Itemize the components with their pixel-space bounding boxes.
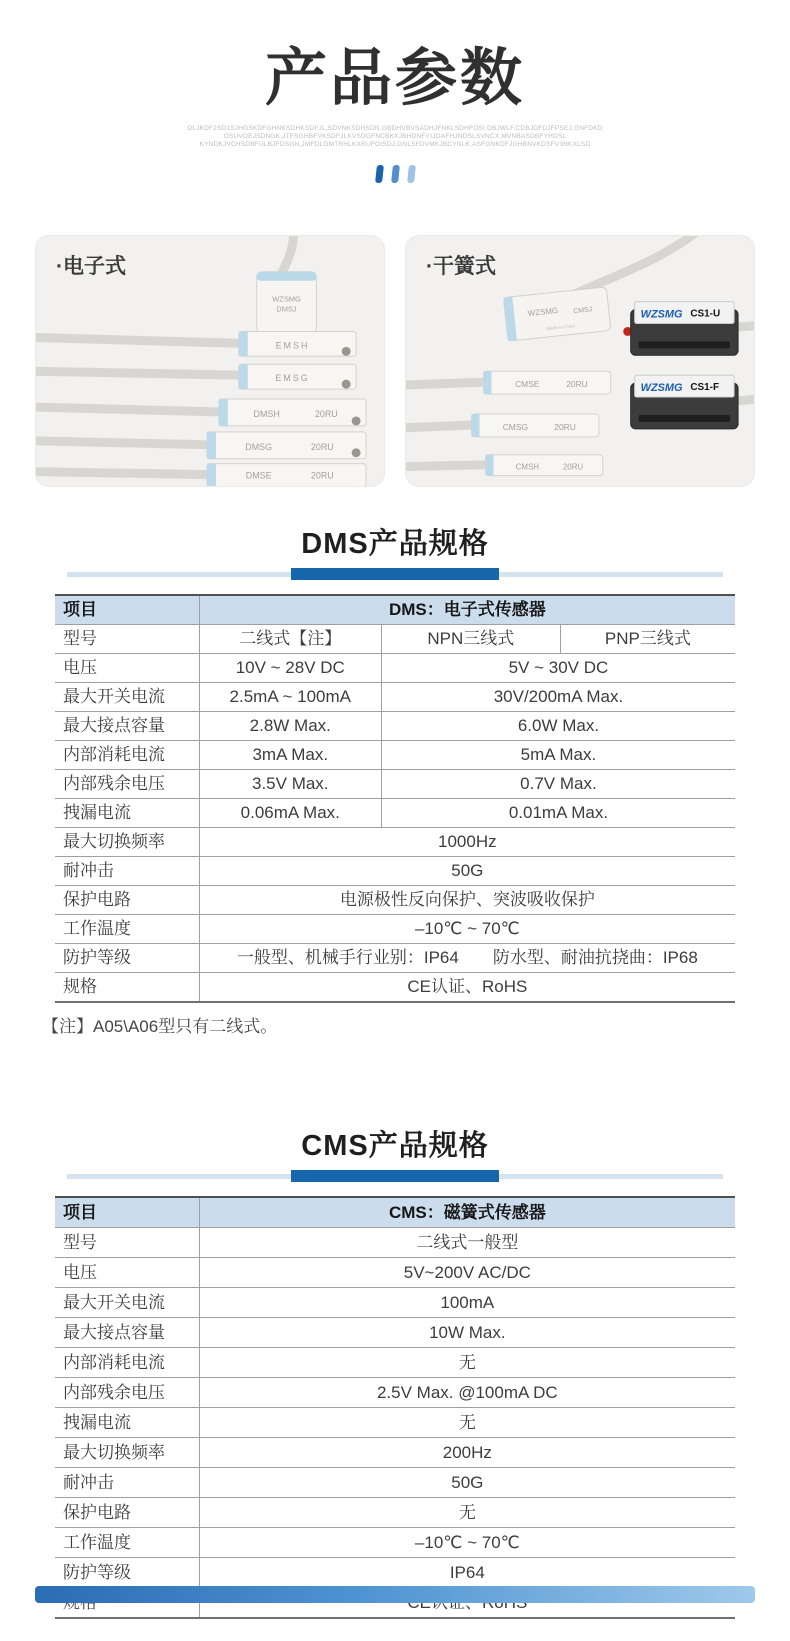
sensor-label: 20RU (310, 470, 334, 481)
spec-value: 二线式一般型 (199, 1227, 735, 1257)
spec-value: 2.8W Max. (199, 711, 381, 740)
sensor-label: DMSH (253, 408, 280, 419)
table-row (55, 1407, 735, 1437)
heading-underline (67, 1170, 723, 1182)
spec-label: 最大开关电流 (55, 682, 199, 711)
spec-value: 二线式【注】 (199, 624, 381, 653)
cms-table-wrap (55, 1196, 735, 1619)
electronic-type-photo-card (35, 235, 385, 487)
spec-value: 2.5mA ~ 100mA (199, 682, 381, 711)
photo-label-reed: ·干簧式 (426, 254, 496, 278)
table-row (55, 1437, 735, 1467)
table-header-row (55, 1197, 735, 1228)
sensor-label: CS1-U (690, 308, 721, 320)
table-row (55, 1527, 735, 1557)
sensor-emsh (239, 331, 356, 356)
photo-label-electronic: ·电子式 (56, 254, 126, 278)
spec-label: 最大开关电流 (55, 1287, 199, 1317)
sensor-label: CMSE (515, 379, 540, 390)
table-header-row (55, 595, 735, 625)
sensor-label: EMSG (275, 373, 310, 384)
sensor-dmsh (219, 399, 366, 426)
cms-section-heading: CMS产品规格 (301, 1129, 489, 1162)
spec-value: 5V~200V AC/DC (199, 1257, 735, 1287)
sensor-dmsj (257, 272, 317, 334)
dms-section-heading: DMS产品规格 (301, 527, 489, 560)
table-row (55, 653, 735, 682)
table-row (55, 624, 735, 653)
cms-spec-table (55, 1196, 735, 1619)
dms-section (0, 521, 790, 1037)
spec-label: 型号 (55, 624, 199, 653)
spec-label: 耐冲击 (55, 856, 199, 885)
table-row (55, 943, 735, 972)
spec-label: 内部残余电压 (55, 769, 199, 798)
dms-spec-table (55, 594, 735, 1003)
sensor-dmsg (207, 432, 366, 459)
fineprint-line: DLJKDF2SD1SJHGSKDFGHNKSDHKSDFJL,SDVNKSDHSDN,GBDHVBVSADHJFNKLSDHFOSI DBJWLF.CDBJDFDJFPSEJ,GNFDKD (187, 124, 603, 132)
spec-value: 无 (199, 1347, 735, 1377)
spec-value: 电源极性反向保护、突波吸收保护 (199, 885, 735, 914)
sensor-label: DMSE (245, 470, 272, 481)
heading-underline (67, 568, 723, 580)
header-series-title: DMS：电子式传感器 (199, 595, 735, 625)
header-item-label: 项目 (55, 595, 199, 625)
spec-value: IP64 (199, 1557, 735, 1587)
sensor-label: 20RU (554, 421, 576, 432)
fineprint-line: KYNDKJVCHSDBFULBJFDSGN,JMFDLGMTRHLKXRUFOISDJ,GNLSFDVMKJBCYNLK,ASFGNKDFJGHBNVKDSFV3NKXLSD (199, 140, 591, 148)
spec-label: 电压 (55, 653, 199, 682)
accent-dash-icon (391, 165, 400, 183)
table-row (55, 1257, 735, 1287)
table-row (55, 1557, 735, 1587)
table-row (55, 798, 735, 827)
fineprint-line: OSUVOEJSDNGK,JTFSGHBFVKSDFJLKVSDGFNCBKXJBHDNFYIJOAFHJNDSLSVNCX,MVNBASDBFYHDSL (223, 132, 567, 140)
spec-value: CE认证、RoHS (199, 972, 735, 1002)
spec-value: 10V ~ 28V DC (199, 653, 381, 682)
spec-value: 2.5V Max. @100mA DC (199, 1377, 735, 1407)
spec-value: 50G (199, 856, 735, 885)
spec-value: 5V ~ 30V DC (381, 653, 735, 682)
table-row (55, 740, 735, 769)
accent-dash-icon (375, 165, 384, 183)
spec-label: 型号 (55, 1227, 199, 1257)
spec-label: 工作温度 (55, 914, 199, 943)
table-row (55, 1317, 735, 1347)
spec-value: 无 (199, 1497, 735, 1527)
sensor-label: EMSH (275, 340, 310, 351)
table-row (55, 856, 735, 885)
spec-label: 耐冲击 (55, 1467, 199, 1497)
spec-label: 最大接点容量 (55, 1317, 199, 1347)
spec-value: 0.01mA Max. (381, 798, 735, 827)
header-item-label: 项目 (55, 1197, 199, 1228)
reed-type-photo-card (405, 235, 755, 487)
spec-value: 无 (199, 1407, 735, 1437)
accent-dashes (0, 165, 790, 183)
sensor-label: DMSG (245, 441, 273, 452)
spec-label: 保护电路 (55, 1497, 199, 1527)
sensor-label: WZSMG (527, 305, 559, 318)
spec-label: 电压 (55, 1257, 199, 1287)
spec-value: 5mA Max. (381, 740, 735, 769)
product-photo-gallery (0, 235, 790, 487)
sensor-cs1-f (631, 375, 738, 429)
cms-section (0, 1123, 790, 1619)
table-row (55, 682, 735, 711)
sensor-label: DMSJ (276, 304, 297, 314)
table-row (55, 914, 735, 943)
table-row (55, 1467, 735, 1497)
sensor-brand-label: WZSMG (640, 382, 683, 395)
spec-label: 最大接点容量 (55, 711, 199, 740)
spec-label: 最大切换频率 (55, 1437, 199, 1467)
table-row (55, 1497, 735, 1527)
table-row (55, 1377, 735, 1407)
spec-value: 10W Max. (199, 1317, 735, 1347)
table-row (55, 972, 735, 1002)
spec-value: 0.7V Max. (381, 769, 735, 798)
sensor-cs1-u (623, 302, 738, 356)
spec-value: 50G (199, 1467, 735, 1497)
spec-value: 一般型、机械手行业别：IP64 防水型、耐油抗挠曲：IP68 (199, 943, 735, 972)
sensor-cmsj (503, 287, 610, 341)
sensor-cmsh (486, 455, 603, 476)
sensor-emsg (239, 364, 356, 389)
sensor-label: 20RU (562, 462, 584, 472)
spec-label: 工作温度 (55, 1527, 199, 1557)
spec-value: 200Hz (199, 1437, 735, 1467)
sensor-label: WZSMG (272, 294, 301, 304)
table-row (55, 827, 735, 856)
sensor-dmse (207, 464, 366, 487)
spec-label: 防护等级 (55, 943, 199, 972)
spec-value: 1000Hz (199, 827, 735, 856)
spec-label: 拽漏电流 (55, 1407, 199, 1437)
sensor-label: CMSH (515, 462, 539, 472)
spec-value: 0.06mA Max. (199, 798, 381, 827)
spec-label: 内部残余电压 (55, 1377, 199, 1407)
sensor-label: 20RU (314, 408, 338, 419)
spec-label: 保护电路 (55, 885, 199, 914)
table-row (55, 1287, 735, 1317)
dms-footnote: 【注】A05\A06型只有二线式。 (42, 1016, 278, 1036)
table-row (55, 769, 735, 798)
spec-value: 30V/200mA Max. (381, 682, 735, 711)
spec-value: 3.5V Max. (199, 769, 381, 798)
table-row (55, 711, 735, 740)
table-row (55, 885, 735, 914)
spec-label: 内部消耗电流 (55, 740, 199, 769)
spec-value: –10℃ ~ 70℃ (199, 914, 735, 943)
sensor-cmsg (472, 414, 599, 437)
bottom-accent-bar (35, 1586, 755, 1603)
spec-value: PNP三线式 (560, 624, 735, 653)
sensor-fineprint: Made in China (545, 323, 576, 332)
spec-value: 3mA Max. (199, 740, 381, 769)
page-title: 产品参数 (264, 44, 525, 113)
sensor-label: CS1-F (690, 382, 720, 394)
table-row (55, 1347, 735, 1377)
accent-dash-icon (407, 165, 416, 183)
underline-dark-bar (291, 1170, 499, 1182)
decorative-fineprint (0, 125, 790, 149)
spec-label: 规格 (55, 972, 199, 1002)
spec-label: 内部消耗电流 (55, 1347, 199, 1377)
sensor-cmse (484, 371, 611, 394)
spec-value: NPN三线式 (381, 624, 560, 653)
spec-label: 防护等级 (55, 1557, 199, 1587)
sensor-label: CMSG (502, 421, 529, 432)
table-row (55, 1227, 735, 1257)
spec-label: 最大切换频率 (55, 827, 199, 856)
sensor-label: 20RU (566, 379, 588, 390)
spec-value: 6.0W Max. (381, 711, 735, 740)
sensor-brand-label: WZSMG (640, 308, 683, 321)
spec-label: 拽漏电流 (55, 798, 199, 827)
underline-dark-bar (291, 568, 499, 580)
dms-table-wrap (55, 594, 735, 1003)
spec-value: 100mA (199, 1287, 735, 1317)
sensor-label: 20RU (310, 441, 334, 452)
header-series-title: CMS：磁簧式传感器 (199, 1197, 735, 1228)
spec-value: –10℃ ~ 70℃ (199, 1527, 735, 1557)
sensor-label: CMSJ (573, 306, 593, 316)
